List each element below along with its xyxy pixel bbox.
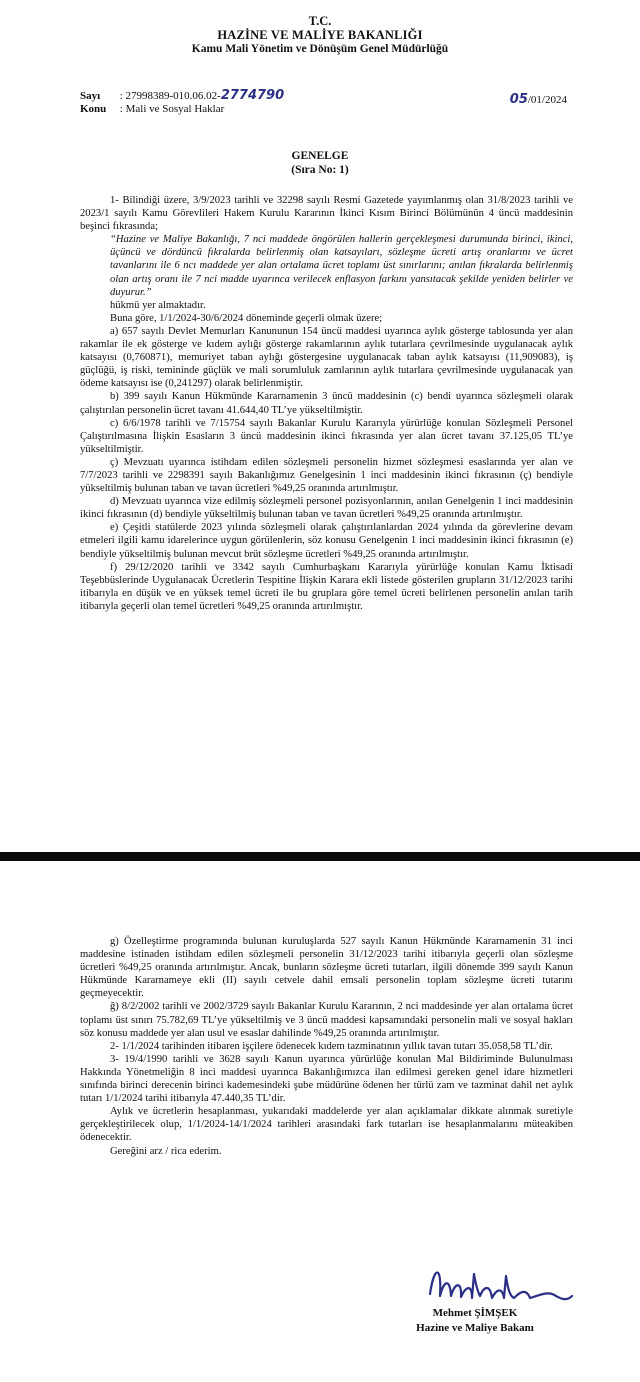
signer-name: Mehmet ŞİMŞEK [432, 1307, 518, 1319]
konu-value: : Mali ve Sosyal Haklar [119, 103, 225, 115]
item-f: f) 29/12/2020 tarihli ve 3342 sayılı Cumhurbaşkanı Kararıyla yürürlüğe konulan Kamu İktisadi Teşebbüslerinde Uygulanacak Ücretlerin Tespitine İlişkin Karara ekli listede gösterilen grupların 31/12/2023 tarihi itibarıyla en düşük ve en yüksek temel ücreti ile bu gruplara göre temel ücreti belirlenen personelin anılan tarih itibarıyla geçerli olan temel ücretleri %49,25 oranında artırılmıştır. [80, 561, 573, 612]
item-c: c) 6/6/1978 tarihli ve 7/15754 sayılı Bakanlar Kurulu Kararıyla yürürlüğe konulan Sözleşmeli Personel Çalıştırılmasına İlişkin Esasların 3 üncü maddesinin ikinci fıkrasında yer alan ücret tavanı 37.125,05 TL’ye yükseltilmiştir. [80, 417, 573, 455]
date-handwritten: 05 [509, 92, 528, 107]
item-e: e) Çeşitli statülerde 2023 yılında sözleşmeli olarak çalıştırılanlardan 2024 yılında da görevlerine devam etmeleri ilgili kamu idarelerince uygun görülenlerin, söz konusu Genelgenin 1 inci maddesinin ikinci fıkrasının (e) bendiyle yükseltilmiş bulunan mevcut brüt sözleşme ücretleri %49,25 oranında artırılmıştır. [80, 522, 573, 560]
paragraph-3: 3- 19/4/1990 tarihli ve 3628 sayılı Kanun uyarınca yürürlüğe konulan Mal Bildiriminde Bulunulması Hakkında Yönetmeliğin 8 inci maddesi uyarınca Bakanlığımızca ilan edilmesi gereken genel idare hizmetleri sınıfında birinci derecenin birinci kademesindeki şube müdürüne ödenen her türlü zam ve tazminat dahil net aylık tutarı 1/1/2024 tarihi itibarıyla 47.440,35 TL’dir. [80, 1053, 573, 1105]
title-sub: (Sıra No: 1) [291, 163, 349, 176]
title-main: GENELGE [291, 150, 349, 162]
item-a: a) 657 sayılı Devlet Memurları Kanununun 154 üncü maddesi uyarınca aylık gösterge tablosunda yer alan rakamlar ile ek gösterge ve kıdem aylığı gösterge rakamlarının aylık tutarlara çevrilmesinde uygulanacak aylık katsayısı (0,760871), memuriyet taban aylığı göstergesine uygulanacak taban aylık katsayısı (11,909083), iş güçlüğü, iş riski, temininde güçlük ve mali sorumluluk zamlarının aylık tutarlara çevrilmesinde uygulanacak yan ödeme katsayısı ise (0,241297) olarak belirlenmiştir. [80, 325, 573, 390]
item-gg: ğ) 8/2/2002 tarihli ve 2002/3729 sayılı Bakanlar Kurulu Kararının, 2 nci maddesinde yer alan ortalama ücret toplamı üst sınırı 75.782,69 TL’ye yükseltilmiş ve 3 üncü maddesi kapsamındaki personelin mali ve sosyal hakları söz konusu maddede yer alan usul ve esaslar dahilinde %49,25 oranında artırılmıştır. [80, 1001, 573, 1039]
konu-label: Konu [80, 103, 107, 115]
paragraph-aylik: Aylık ve ücretlerin hesaplanması, yukarıdaki maddelerde yer alan açıklamalar dikkate alınmak suretiyle gerçekleştirilecek olup, 1/1/2024-14/1/2024 tarihleri arasındaki fark tutarları ise hesaplanmalarını müteakiben ödenecektir. [80, 1106, 573, 1144]
date-printed: /01/2024 [527, 94, 567, 106]
letterhead-ministry: HAZİNE VE MALİYE BAKANLIĞI [217, 28, 423, 43]
paragraph-buna-gore: Buna göre, 1/1/2024-30/6/2024 döneminde geçerli olmak üzere; [110, 312, 383, 324]
letterhead-directorate: Kamu Mali Yönetim ve Dönüşüm Genel Müdürlüğü [191, 42, 449, 55]
document-page-2 [0, 861, 640, 1382]
quoted-provision: “Hazine ve Maliye Bakanlığı, 7 nci maddede öngörülen hallerin gerçekleşmesi durumunda birinci, ikinci, üçüncü ve dördüncü fıkralarda belirlenmiş olan katsayıları, sözleşme ücreti artış oranlarını ve ücret tavanlarını ile 6 ncı maddede yer alan ortalama ücret toplamı üst sınırlarını; anılan fıkralarda belirlenmiş olan artış oranı ile 7 nci madde uyarınca verilecek enflasyon farkını yansıtacak şekilde yeniden belirler ve duyurur.” [110, 234, 573, 298]
sayi-handwritten: 2774790 [220, 88, 285, 103]
paragraph-geregini: Gereğini arz / rica ederim. [110, 1145, 222, 1157]
paragraph-hukmu: hükmü yer almaktadır. [110, 299, 206, 311]
paragraph-2: 2- 1/1/2024 tarihinden itibaren işçilere ödenecek kıdem tazminatının yıllık tavan tutarı 35.058,58 TL’dir. [110, 1040, 553, 1052]
item-g: g) Özelleştirme programında bulunan kuruluşlarda 527 sayılı Kanun Hükmünde Kararnamenin 31 inci maddesine istinaden istihdam edilen sözleşmeli personelin 31/12/2023 tarihi itibarıyla geçerli olan sözleşme ücretleri %49,25 oranında artırılmıştır. Ancak, bunların sözleşme ücreti tutarları, ilgili dönemde 399 sayılı Kanun Hükmünde Kararnameye ekli (II) sayılı cetvele dahil emsali personelin toplam sözleşme ücreti tutarını geçmeyecektir. [80, 936, 573, 1000]
konu-line [80, 103, 224, 115]
genelge-title [0, 150, 640, 178]
sayi-line [80, 88, 284, 103]
page1-body [80, 194, 573, 613]
document-date [510, 92, 567, 107]
paragraph-1: 1- Bilindiği üzere, 3/9/2023 tarihli ve 32298 sayılı Resmi Gazetede yayımlanmış olan 31/8/2023 tarihli ve 2023/1 sayılı Kamu Görevlileri Hakem Kurulu Kararının İkinci Kısım Birinci Bölümünün 4 üncü maddesinin beşinci fıkrasında; [80, 195, 573, 233]
item-b: b) 399 sayılı Kanun Hükmünde Kararnamenin 3 üncü maddesinin (c) bendi uyarınca sözleşmeli olarak çalıştırılan personelin ücret tavanı 41.644,40 TL’ye yükseltilmiştir. [80, 391, 573, 416]
letterhead-tc: T.C. [308, 14, 332, 28]
item-d: d) Mevzuatı uyarınca vize edilmiş sözleşmeli personel pozisyonlarının, anılan Genelgenin 1 inci maddesinin ikinci fıkrasının (d) bendiyle yükseltilmiş bulunan taban ve tavan ücretleri %49,25 oranında artırılmıştır. [80, 496, 573, 521]
sayi-label: Sayı [80, 90, 101, 102]
sayi-value: : 27998389-010.06.02- [119, 90, 221, 102]
item-cc: ç) Mevzuatı uyarınca istihdam edilen sözleşmeli personelin hizmet sözleşmesi esaslarında yer alan ve 7/7/2023 tarihli ve 2298391 sayılı Bakanlığımız Genelgesinin 1 inci maddesinin ikinci fıkrasının (ç) bendiyle yükseltilmiş bulunan taban ve tavan ücretleri %49,25 oranında artırılmıştır. [80, 456, 573, 495]
page2-body [80, 935, 573, 1158]
letterhead [0, 14, 640, 56]
page-divider [0, 852, 640, 861]
signer-title: Hazine ve Maliye Bakanı [416, 1322, 534, 1334]
